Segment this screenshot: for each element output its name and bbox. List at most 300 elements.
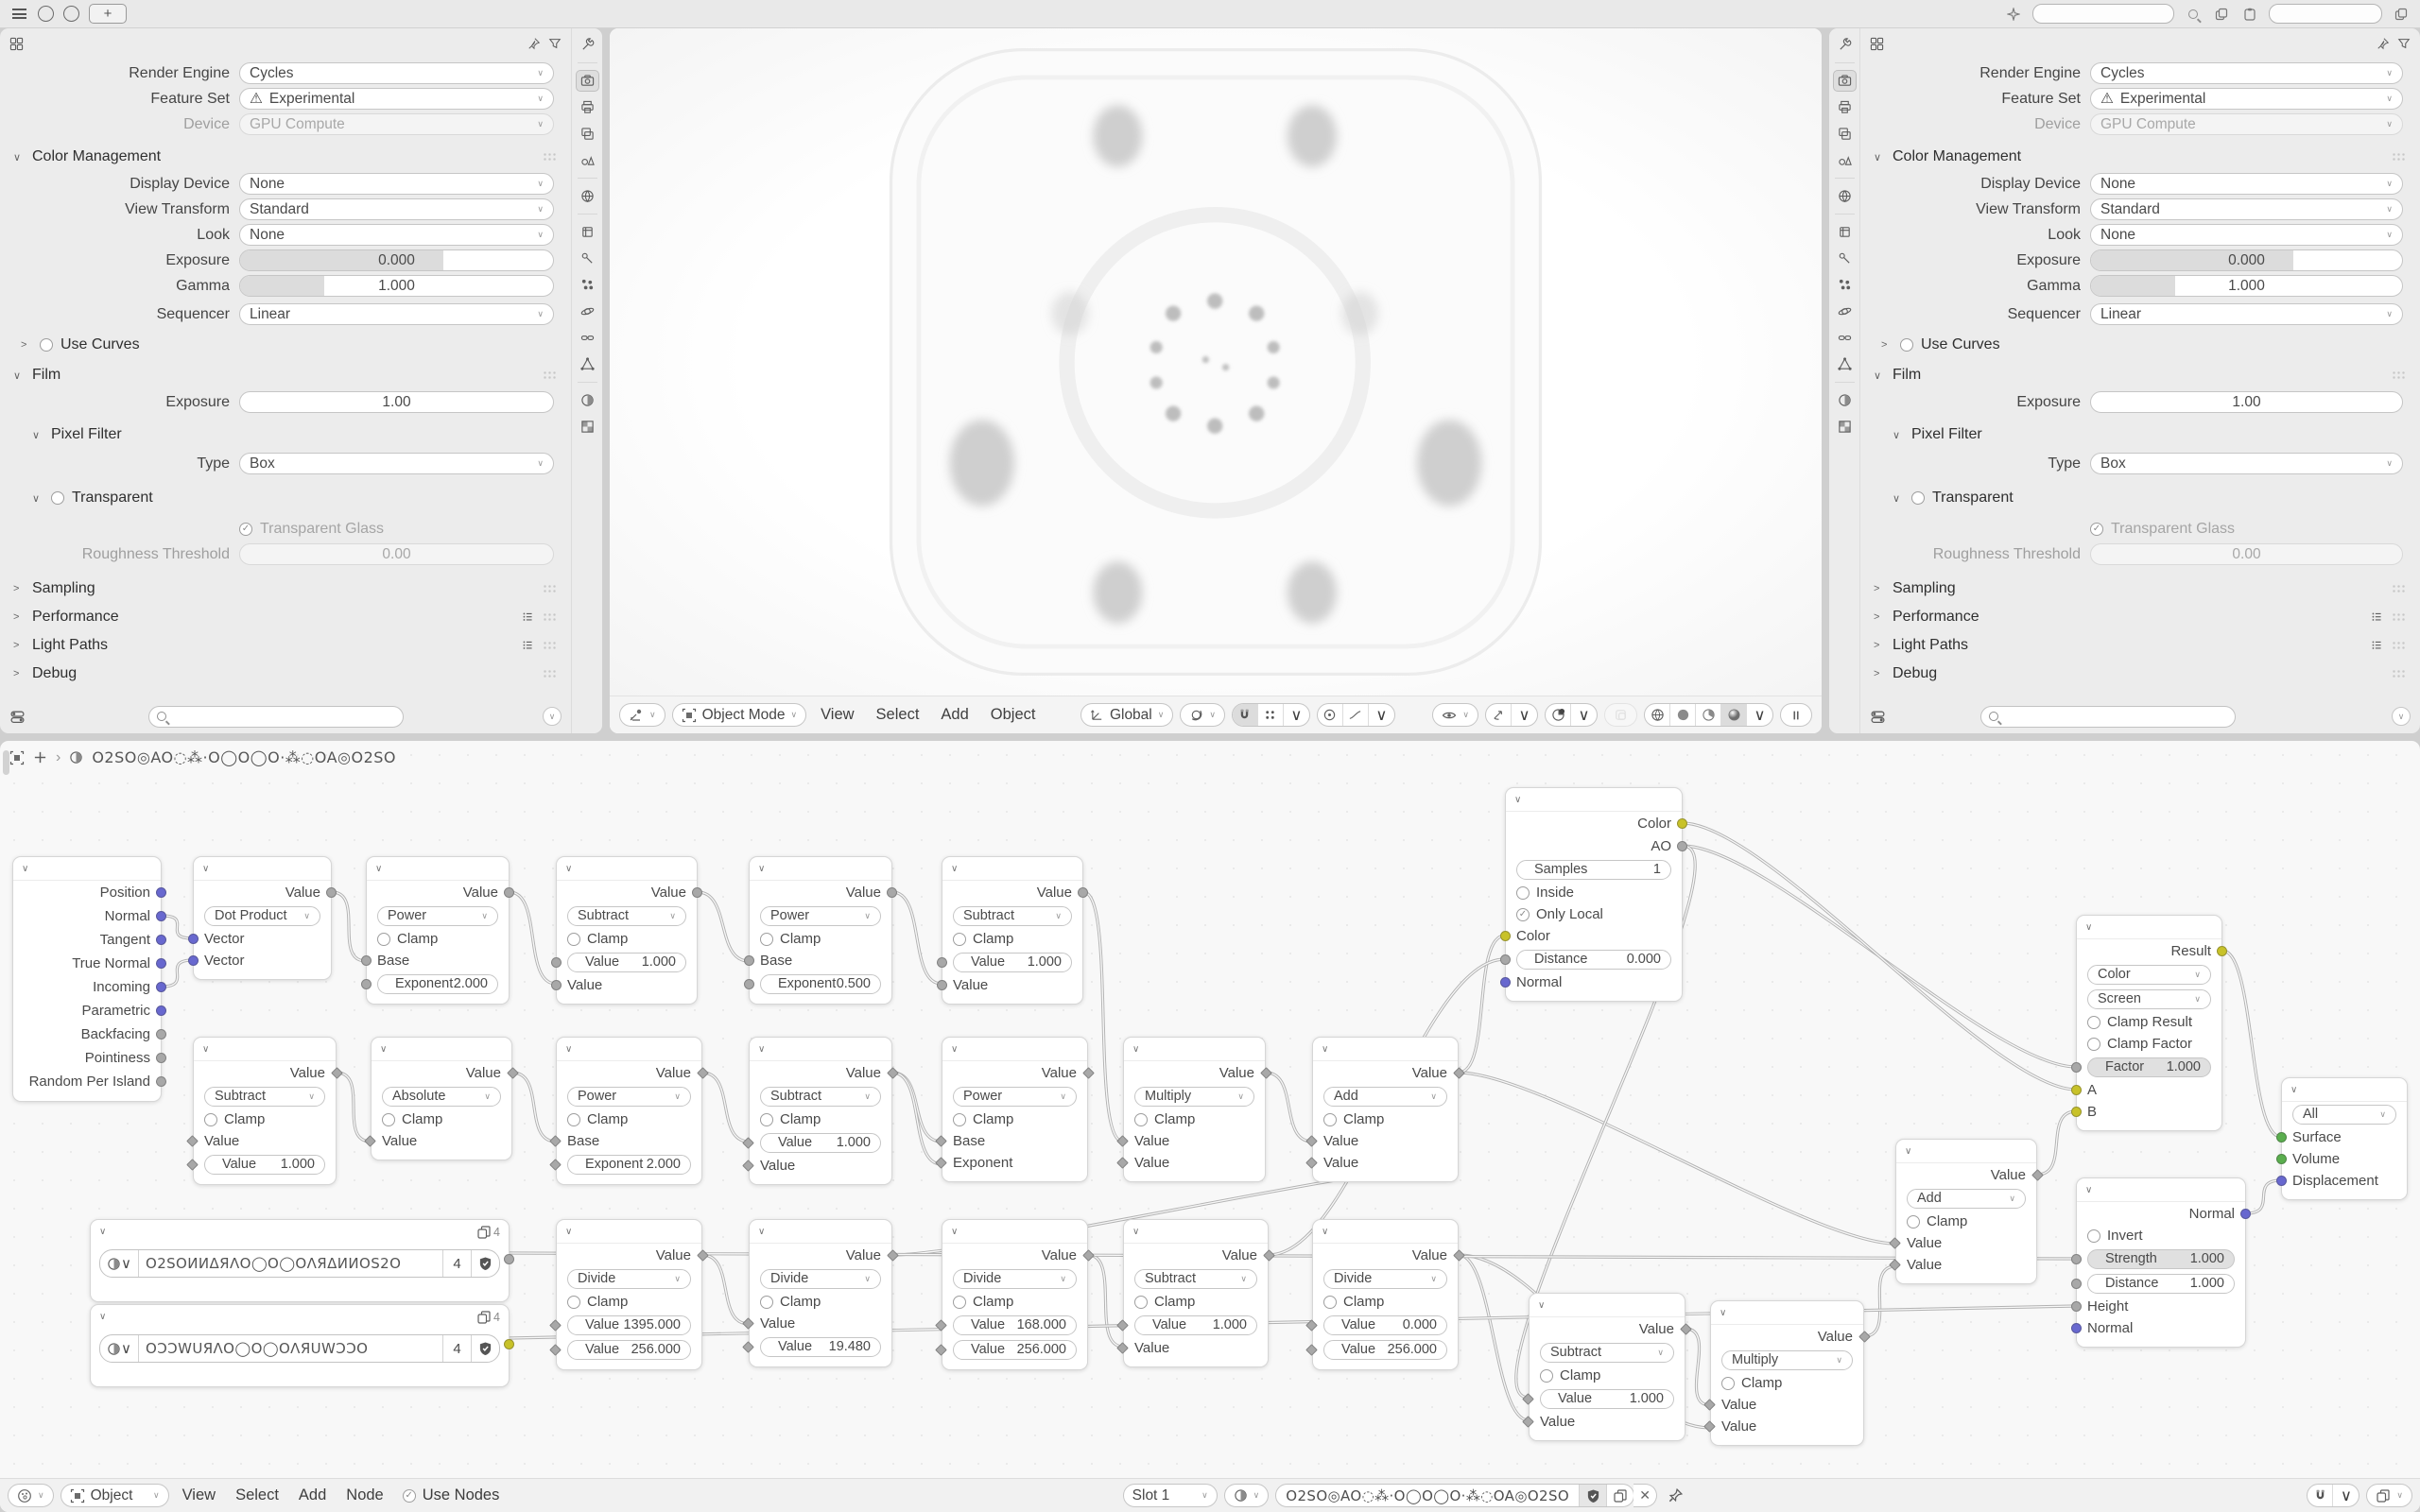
node-checkbox-clamp[interactable]: Clamp bbox=[557, 928, 697, 950]
datablock-selector[interactable] bbox=[99, 1334, 500, 1363]
node-value-samples[interactable]: Samples 1 bbox=[1516, 860, 1671, 880]
properties-tab-checker-icon[interactable] bbox=[576, 416, 599, 438]
node-dropdown-add[interactable]: Add ∨ bbox=[1907, 1189, 2026, 1209]
node-checkbox-clamp[interactable]: Clamp bbox=[367, 928, 509, 950]
socket[interactable] bbox=[937, 957, 947, 968]
viewport-menu-view[interactable]: View bbox=[821, 706, 855, 723]
node-math-power-2[interactable]: ∨ Value Power ∨ Clamp Base Exponent 0.500 bbox=[749, 856, 892, 1005]
fake-user-shield-icon[interactable] bbox=[472, 1250, 499, 1277]
socket[interactable] bbox=[156, 935, 166, 945]
socket[interactable] bbox=[1078, 887, 1088, 898]
field-exposure[interactable]: 1.00 bbox=[239, 391, 554, 413]
node-group-a[interactable]: ∨ 4 ∨ O2SOͶͶΔЯΛO◯O◯OΛЯΔͶͶOS2O 4 bbox=[90, 1219, 510, 1302]
properties-tab-data-icon[interactable] bbox=[1833, 353, 1857, 375]
section-film[interactable]: ∨ Film bbox=[1860, 361, 2420, 389]
node-value-value[interactable]: Value 0.000 bbox=[1323, 1315, 1447, 1335]
node-dropdown-color[interactable]: Color ∨ bbox=[2087, 965, 2211, 985]
section-pixel-filter[interactable]: ∨ Pixel Filter bbox=[1893, 426, 1982, 442]
node-dropdown-divide[interactable]: Divide ∨ bbox=[953, 1269, 1077, 1289]
falloff-icon[interactable] bbox=[1343, 704, 1369, 726]
overlays-icon[interactable] bbox=[1546, 704, 1571, 726]
properties-tab-cube-icon[interactable] bbox=[1833, 221, 1857, 243]
shading-solid-icon[interactable] bbox=[1670, 704, 1696, 726]
topbar-filter-input[interactable] bbox=[2269, 4, 2382, 24]
shading-rendered-icon[interactable] bbox=[1721, 704, 1747, 726]
socket[interactable] bbox=[156, 982, 166, 992]
node-value-value[interactable]: Value 256.000 bbox=[1323, 1340, 1447, 1360]
socket[interactable] bbox=[2071, 1301, 2082, 1312]
properties-tab-material-icon[interactable] bbox=[576, 389, 599, 411]
material-name[interactable]: O2SO◎AO◌⁂·O◯O◯O·⁂◌OA◎O2SO bbox=[1286, 1486, 1570, 1504]
node-dropdown-subtract[interactable]: Subtract ∨ bbox=[204, 1087, 325, 1107]
node-math-power-4[interactable]: ∨ Value Power ∨ Clamp Base Exponent bbox=[942, 1037, 1088, 1182]
node-math-subtract-1[interactable]: ∨ Value Subtract ∨ Clamp Value 1.000 Value bbox=[556, 856, 698, 1005]
pin-icon[interactable] bbox=[1668, 1487, 1684, 1503]
node-value-value[interactable]: Value 19.480 bbox=[760, 1337, 881, 1357]
use-nodes-checkbox[interactable]: ✓ Use Nodes bbox=[403, 1486, 500, 1504]
node-checkbox-clamp[interactable]: Clamp bbox=[750, 928, 891, 950]
properties-tab-render-icon[interactable] bbox=[576, 70, 599, 92]
slot-dropdown[interactable]: Slot 1 ∨ bbox=[1123, 1484, 1218, 1507]
socket[interactable] bbox=[2217, 946, 2227, 956]
node-checkbox-clamp[interactable]: Clamp bbox=[750, 1291, 891, 1313]
section-color-management[interactable]: ∨ Color Management bbox=[1860, 143, 2420, 171]
node-value-value[interactable]: Value 1.000 bbox=[760, 1133, 881, 1153]
shading-wireframe-icon[interactable] bbox=[1645, 704, 1670, 726]
overlays-group[interactable] bbox=[1545, 703, 1598, 727]
node-dropdown-all[interactable]: All ∨ bbox=[2292, 1105, 2396, 1125]
section-transparent[interactable]: ∨ Transparent bbox=[1893, 490, 2014, 506]
node-value-exponent[interactable]: Exponent 0.500 bbox=[760, 974, 881, 994]
node-checkbox-clamp[interactable]: Clamp bbox=[1896, 1211, 2036, 1232]
gizmo-icon[interactable] bbox=[1486, 704, 1512, 726]
socket[interactable] bbox=[1500, 954, 1511, 965]
properties-search-input[interactable] bbox=[1980, 706, 2236, 728]
node-dropdown-subtract[interactable]: Subtract ∨ bbox=[1134, 1269, 1257, 1289]
shading-chevron-icon[interactable]: ∨ bbox=[1754, 706, 1766, 724]
node-dropdown-divide[interactable]: Divide ∨ bbox=[567, 1269, 691, 1289]
section-light-paths[interactable]: > Light Paths bbox=[1860, 631, 2420, 660]
field-roughness-threshold[interactable]: 0.00 bbox=[239, 543, 554, 565]
section-pixel-filter[interactable]: ∨ Pixel Filter bbox=[32, 426, 122, 442]
user-count[interactable]: 4 bbox=[443, 1335, 472, 1362]
checkbox-transparent-glass[interactable]: ✓ Transparent Glass bbox=[0, 516, 571, 541]
properties-tab-particles-icon[interactable] bbox=[1833, 274, 1857, 296]
section-transparent[interactable]: ∨ Transparent bbox=[32, 490, 153, 506]
node-math-subtract-3[interactable]: ∨ Value Subtract ∨ Clamp Value Value 1.000 bbox=[193, 1037, 337, 1185]
dropdown-feature-set[interactable]: ⚠ Experimental ∨ bbox=[239, 88, 554, 110]
properties-tab-link-icon[interactable] bbox=[1833, 327, 1857, 349]
viewport-menu-add[interactable]: Add bbox=[941, 706, 969, 723]
editor-type-dropdown[interactable]: ∨ bbox=[619, 703, 666, 727]
node-checkbox-clamp[interactable]: Clamp bbox=[942, 1108, 1087, 1130]
unlink-material-button[interactable]: ✕ bbox=[1634, 1484, 1657, 1507]
node-dropdown-absolute[interactable]: Absolute ∨ bbox=[382, 1087, 501, 1107]
properties-tab-tool-icon[interactable] bbox=[1833, 34, 1857, 56]
shading-mode-group[interactable] bbox=[1644, 703, 1773, 727]
dropdown-type[interactable]: Box ∨ bbox=[239, 453, 554, 474]
socket[interactable] bbox=[361, 979, 372, 989]
dropdown-look[interactable]: None ∨ bbox=[2090, 224, 2403, 246]
section-debug[interactable]: > Debug bbox=[1860, 660, 2420, 688]
socket[interactable] bbox=[2071, 1107, 2082, 1117]
socket[interactable] bbox=[551, 957, 562, 968]
properties-tab-wrench-icon[interactable] bbox=[1833, 248, 1857, 269]
socket[interactable] bbox=[2071, 1062, 2082, 1073]
node-dropdown-subtract[interactable]: Subtract ∨ bbox=[1540, 1343, 1674, 1363]
datablock-selector[interactable] bbox=[99, 1249, 500, 1278]
material-preview-icon[interactable]: ∨ bbox=[100, 1250, 139, 1277]
snap-chevron-icon[interactable]: ∨ bbox=[2340, 1486, 2352, 1504]
proportional-edit-group[interactable] bbox=[1317, 703, 1395, 727]
node-checkbox-clamp[interactable]: Clamp bbox=[942, 1291, 1087, 1313]
datablock-name[interactable]: O2SOͶͶΔЯΛO◯O◯OΛЯΔͶͶOS2O bbox=[139, 1250, 443, 1277]
properties-search-input[interactable] bbox=[148, 706, 404, 728]
socket[interactable] bbox=[156, 1005, 166, 1016]
socket[interactable] bbox=[188, 955, 199, 966]
socket[interactable] bbox=[156, 911, 166, 921]
shader-node-editor[interactable] bbox=[0, 741, 2420, 1512]
node-value-value[interactable]: Value 256.000 bbox=[953, 1340, 1077, 1360]
node-math-power-3[interactable]: ∨ Value Power ∨ Clamp Base Exponent 2.000 bbox=[556, 1037, 702, 1185]
slider-exposure[interactable]: 0.000 bbox=[2090, 249, 2403, 271]
display-filter-icon[interactable] bbox=[9, 709, 26, 725]
falloff-chevron-icon[interactable]: ∨ bbox=[1375, 706, 1388, 724]
properties-tab-world-icon[interactable] bbox=[1833, 185, 1857, 207]
gizmo-group[interactable] bbox=[1485, 703, 1538, 727]
node-group-b[interactable]: ∨ 4 ∨ OƆƆWUЯΛO◯O◯OΛЯUWƆƆO 4 bbox=[90, 1304, 510, 1387]
checkbox-transparent-glass[interactable]: ✓ Transparent Glass bbox=[1860, 516, 2420, 541]
dropdown-view-transform[interactable]: Standard ∨ bbox=[2090, 198, 2403, 220]
properties-tab-link-icon[interactable] bbox=[576, 327, 599, 349]
node-checkbox-clamp[interactable]: Clamp bbox=[194, 1108, 336, 1130]
node-mix-color[interactable]: ∨ Result Color ∨ Screen ∨ Clamp Result Clamp Factor Factor 1.000 A B bbox=[2076, 915, 2222, 1131]
section-performance[interactable]: > Performance bbox=[1860, 603, 2420, 631]
socket[interactable] bbox=[504, 887, 514, 898]
node-menu-add[interactable]: Add bbox=[298, 1486, 327, 1503]
properties-tab-wrench-icon[interactable] bbox=[576, 248, 599, 269]
node-dropdown-divide[interactable]: Divide ∨ bbox=[1323, 1269, 1447, 1289]
app-menu-icon[interactable] bbox=[9, 5, 28, 24]
node-checkbox-clamp[interactable]: Clamp bbox=[557, 1291, 701, 1313]
node-math-subtract-6[interactable]: ∨ Value Subtract ∨ Clamp Value 1.000 Value bbox=[1529, 1293, 1685, 1441]
socket[interactable] bbox=[2071, 1254, 2082, 1264]
node-value-exponent[interactable]: Exponent 2.000 bbox=[567, 1155, 691, 1175]
magnet-icon[interactable] bbox=[2308, 1485, 2333, 1506]
dropdown-render-engine[interactable]: Cycles ∨ bbox=[239, 62, 554, 84]
properties-tab-layers-icon[interactable] bbox=[1833, 123, 1857, 145]
socket[interactable] bbox=[504, 1254, 514, 1264]
node-value-value[interactable]: Value 256.000 bbox=[567, 1340, 691, 1360]
node-math-add-1[interactable]: ∨ Value Add ∨ Clamp Value Value bbox=[1312, 1037, 1459, 1182]
node-value-value[interactable]: Value 1.000 bbox=[567, 953, 686, 972]
node-dropdown-multiply[interactable]: Multiply ∨ bbox=[1134, 1087, 1254, 1107]
node-dropdown-screen[interactable]: Screen ∨ bbox=[2087, 989, 2211, 1009]
dropdown-device[interactable]: GPU Compute ∨ bbox=[239, 113, 554, 135]
socket[interactable] bbox=[744, 979, 754, 989]
node-editor-scrollbar[interactable] bbox=[3, 750, 9, 775]
overlay-toggle-dropdown[interactable]: ∨ bbox=[2366, 1484, 2412, 1507]
properties-tab-physics-icon[interactable] bbox=[1833, 301, 1857, 322]
section-light-paths[interactable]: > Light Paths bbox=[0, 631, 571, 660]
viewport-render-region[interactable] bbox=[610, 28, 1822, 696]
node-value-strength[interactable]: Strength 1.000 bbox=[2087, 1249, 2235, 1269]
region-toggle-icon[interactable]: ∨ bbox=[543, 707, 562, 726]
node-checkbox-clamp[interactable]: Clamp bbox=[557, 1108, 701, 1130]
workspace-circle-icon-1[interactable] bbox=[38, 6, 54, 22]
node-math-divide-4[interactable]: ∨ Value Divide ∨ Clamp Value 0.000 Value 256.000 bbox=[1312, 1219, 1459, 1370]
new-workspace-tab-button[interactable]: + bbox=[89, 4, 127, 24]
properties-tab-scene-icon[interactable] bbox=[1833, 149, 1857, 171]
node-menu-select[interactable]: Select bbox=[235, 1486, 279, 1503]
visibility-dropdown[interactable]: ∨ bbox=[1432, 703, 1478, 727]
node-math-absolute[interactable]: ∨ Value Absolute ∨ Clamp Value bbox=[371, 1037, 512, 1160]
node-checkbox-clamp[interactable]: Clamp bbox=[1313, 1291, 1458, 1313]
socket[interactable] bbox=[156, 1053, 166, 1063]
node-checkbox-clamp[interactable]: Clamp bbox=[1124, 1108, 1265, 1130]
clipboard-icon[interactable] bbox=[2240, 5, 2259, 24]
viewport-menu-object[interactable]: Object bbox=[990, 706, 1036, 723]
node-material-output[interactable]: ∨ All ∨ Surface Volume Displacement bbox=[2281, 1077, 2408, 1200]
socket[interactable] bbox=[156, 1029, 166, 1040]
new-material-copy-icon[interactable] bbox=[1606, 1485, 1634, 1506]
viewport-menu-select[interactable]: Select bbox=[875, 706, 920, 723]
node-math-subtract-2[interactable]: ∨ Value Subtract ∨ Clamp Value 1.000 Value bbox=[942, 856, 1083, 1005]
user-count[interactable]: 4 bbox=[443, 1250, 472, 1277]
magnet-icon[interactable] bbox=[1233, 704, 1258, 726]
socket[interactable] bbox=[2276, 1132, 2287, 1143]
node-math-add-2[interactable]: ∨ Value Add ∨ Clamp Value Value bbox=[1895, 1139, 2037, 1284]
socket[interactable] bbox=[2071, 1085, 2082, 1095]
snap-group[interactable] bbox=[1232, 703, 1310, 727]
dropdown-render-engine[interactable]: Cycles ∨ bbox=[2090, 62, 2403, 84]
node-math-multiply-2[interactable]: ∨ Value Multiply ∨ Clamp Value Value bbox=[1710, 1300, 1864, 1446]
section-sampling[interactable]: > Sampling bbox=[1860, 575, 2420, 603]
node-ambient-occlusion[interactable]: ∨ Color AO Samples 1 Inside ✓ Only Local Color Distance 0.000 Normal bbox=[1505, 787, 1683, 1002]
node-checkbox-inside[interactable]: Inside bbox=[1506, 882, 1682, 903]
socket[interactable] bbox=[551, 980, 562, 990]
dropdown-display-device[interactable]: None ∨ bbox=[239, 173, 554, 195]
properties-tab-particles-icon[interactable] bbox=[576, 274, 599, 296]
node-dropdown-power[interactable]: Power ∨ bbox=[377, 906, 498, 926]
node-bump[interactable]: ∨ Normal Invert Strength 1.000 Distance 1.000 Height Normal bbox=[2076, 1177, 2246, 1348]
properties-tab-physics-icon[interactable] bbox=[576, 301, 599, 322]
socket[interactable] bbox=[1500, 977, 1511, 988]
material-preview-icon[interactable]: ∨ bbox=[100, 1335, 139, 1362]
properties-tab-world-icon[interactable] bbox=[576, 185, 599, 207]
node-dropdown-power[interactable]: Power ∨ bbox=[953, 1087, 1077, 1107]
filter-icon[interactable] bbox=[548, 37, 562, 50]
region-toggle-icon[interactable]: ∨ bbox=[2392, 707, 2411, 726]
pin-icon[interactable] bbox=[527, 37, 541, 50]
properties-tab-scene-icon[interactable] bbox=[576, 149, 599, 171]
dropdown-sequencer[interactable]: Linear ∨ bbox=[239, 303, 554, 325]
dropdown-view-transform[interactable]: Standard ∨ bbox=[239, 198, 554, 220]
properties-tab-checker-icon[interactable] bbox=[1833, 416, 1857, 438]
list-icon[interactable] bbox=[521, 611, 535, 624]
snap-with-icon[interactable] bbox=[1258, 704, 1284, 726]
workspace-circle-icon-2[interactable] bbox=[63, 6, 79, 22]
section-use-curves[interactable]: > Use Curves bbox=[1881, 336, 2000, 352]
fake-user-shield-icon[interactable] bbox=[472, 1335, 499, 1362]
node-dropdown-subtract[interactable]: Subtract ∨ bbox=[760, 1087, 881, 1107]
socket[interactable] bbox=[188, 934, 199, 944]
socket[interactable] bbox=[2240, 1209, 2251, 1219]
list-icon[interactable] bbox=[521, 640, 535, 652]
node-checkbox-clamp[interactable]: Clamp bbox=[1711, 1372, 1863, 1394]
node-checkbox-clamp[interactable]: Clamp bbox=[372, 1108, 511, 1130]
shader-type-icon-dropdown[interactable]: ∨ bbox=[8, 1484, 54, 1507]
gizmo-chevron-icon[interactable]: ∨ bbox=[1518, 706, 1530, 724]
snap-chevron-icon[interactable]: ∨ bbox=[1290, 706, 1303, 724]
field-exposure[interactable]: 1.00 bbox=[2090, 391, 2403, 413]
properties-tab-layers-icon[interactable] bbox=[576, 123, 599, 145]
material-name-field[interactable] bbox=[1275, 1484, 1634, 1507]
section-use-curves[interactable]: > Use Curves bbox=[21, 336, 140, 352]
topbar-search-input[interactable] bbox=[2032, 4, 2174, 24]
dropdown-sequencer[interactable]: Linear ∨ bbox=[2090, 303, 2403, 325]
socket[interactable] bbox=[887, 887, 897, 898]
display-filter-icon[interactable] bbox=[1870, 709, 1886, 725]
shading-material-icon[interactable] bbox=[1696, 704, 1721, 726]
socket[interactable] bbox=[2276, 1154, 2287, 1164]
node-value-value[interactable]: Value 1.000 bbox=[204, 1155, 325, 1175]
socket[interactable] bbox=[361, 955, 372, 966]
snap-group[interactable] bbox=[2307, 1484, 2360, 1507]
node-dropdown-divide[interactable]: Divide ∨ bbox=[760, 1269, 881, 1289]
socket[interactable] bbox=[2071, 1279, 2082, 1289]
node-value-distance[interactable]: Distance 1.000 bbox=[2087, 1274, 2235, 1294]
socket[interactable] bbox=[1500, 931, 1511, 941]
socket[interactable] bbox=[504, 1339, 514, 1349]
node-checkbox-clamp-factor[interactable]: Clamp Factor bbox=[2077, 1033, 2221, 1055]
node-value-value[interactable]: Value 1395.000 bbox=[567, 1315, 691, 1335]
datablock-name[interactable]: OƆƆWUЯΛO◯O◯OΛЯUWƆƆO bbox=[139, 1335, 443, 1362]
search-icon[interactable] bbox=[2184, 5, 2203, 24]
node-value-distance[interactable]: Distance 0.000 bbox=[1516, 950, 1671, 970]
section-debug[interactable]: > Debug bbox=[0, 660, 571, 688]
dropdown-look[interactable]: None ∨ bbox=[239, 224, 554, 246]
socket[interactable] bbox=[1677, 841, 1687, 851]
copy-icon-2[interactable] bbox=[2392, 5, 2411, 24]
properties-tab-printer-icon[interactable] bbox=[576, 96, 599, 118]
copy-icon[interactable] bbox=[2212, 5, 2231, 24]
properties-tab-render-icon[interactable] bbox=[1833, 70, 1857, 92]
node-checkbox-clamp[interactable]: Clamp bbox=[942, 928, 1082, 950]
dropdown-device[interactable]: GPU Compute ∨ bbox=[2090, 113, 2403, 135]
socket[interactable] bbox=[156, 958, 166, 969]
dropdown-display-device[interactable]: None ∨ bbox=[2090, 173, 2403, 195]
snap-target-dropdown[interactable]: ∨ bbox=[1180, 703, 1225, 727]
section-color-management[interactable]: ∨ Color Management bbox=[0, 143, 571, 171]
sparkle-icon[interactable] bbox=[2004, 5, 2023, 24]
slider-gamma[interactable]: 1.000 bbox=[2090, 275, 2403, 297]
socket[interactable] bbox=[156, 887, 166, 898]
shader-context-dropdown[interactable]: Object ∨ bbox=[60, 1484, 169, 1507]
section-film[interactable]: ∨ Film bbox=[0, 361, 571, 389]
editor-type-icon[interactable] bbox=[9, 37, 24, 51]
socket[interactable] bbox=[2276, 1176, 2287, 1186]
node-menu-view[interactable]: View bbox=[182, 1486, 216, 1503]
slider-gamma[interactable]: 1.000 bbox=[239, 275, 554, 297]
properties-tab-cube-icon[interactable] bbox=[576, 221, 599, 243]
node-math-power-1[interactable]: ∨ Value Power ∨ Clamp Base Exponent 2.000 bbox=[366, 856, 510, 1005]
section-sampling[interactable]: > Sampling bbox=[0, 575, 571, 603]
node-math-divide-1[interactable]: ∨ Value Divide ∨ Clamp Value 1395.000 Value 256.000 bbox=[556, 1219, 702, 1370]
node-checkbox-only-local[interactable]: ✓ Only Local bbox=[1506, 903, 1682, 925]
material-preview-dropdown[interactable]: ∨ bbox=[1224, 1484, 1270, 1507]
dropdown-feature-set[interactable]: ⚠ Experimental ∨ bbox=[2090, 88, 2403, 110]
dropdown-type[interactable]: Box ∨ bbox=[2090, 453, 2403, 474]
node-math-subtract-5[interactable]: ∨ Value Subtract ∨ Clamp Value 1.000 Value bbox=[1123, 1219, 1269, 1367]
node-value-exponent[interactable]: Exponent 2.000 bbox=[377, 974, 498, 994]
node-value-value[interactable]: Value 1.000 bbox=[953, 953, 1072, 972]
node-dropdown-subtract[interactable]: Subtract ∨ bbox=[953, 906, 1072, 926]
socket[interactable] bbox=[1677, 818, 1687, 829]
section-performance[interactable]: > Performance bbox=[0, 603, 571, 631]
proportional-icon[interactable] bbox=[1318, 704, 1343, 726]
node-checkbox-clamp-result[interactable]: Clamp Result bbox=[2077, 1011, 2221, 1033]
pause-render-button[interactable] bbox=[1780, 703, 1812, 727]
socket[interactable] bbox=[156, 1076, 166, 1087]
node-dropdown-power[interactable]: Power ∨ bbox=[760, 906, 881, 926]
node-math-multiply-1[interactable]: ∨ Value Multiply ∨ Clamp Value Value bbox=[1123, 1037, 1266, 1182]
field-roughness-threshold[interactable]: 0.00 bbox=[2090, 543, 2403, 565]
editor-type-icon[interactable] bbox=[1870, 37, 1884, 51]
transform-orientation-dropdown[interactable]: Global ∨ bbox=[1080, 703, 1173, 727]
pin-icon[interactable] bbox=[2377, 37, 2390, 50]
node-menu-node[interactable]: Node bbox=[346, 1486, 384, 1503]
node-value-value[interactable]: Value 1.000 bbox=[1134, 1315, 1257, 1335]
filter-icon[interactable] bbox=[2397, 37, 2411, 50]
node-dropdown-subtract[interactable]: Subtract ∨ bbox=[567, 906, 686, 926]
node-value-factor[interactable]: Factor 1.000 bbox=[2087, 1057, 2211, 1077]
node-math-divide-2[interactable]: ∨ Value Divide ∨ Clamp Value Value 19.480 bbox=[749, 1219, 892, 1367]
xray-toggle[interactable] bbox=[1604, 703, 1637, 727]
node-dropdown-power[interactable]: Power ∨ bbox=[567, 1087, 691, 1107]
socket[interactable] bbox=[2071, 1323, 2082, 1333]
socket[interactable] bbox=[744, 955, 754, 966]
socket[interactable] bbox=[937, 980, 947, 990]
node-math-subtract-4[interactable]: ∨ Value Subtract ∨ Clamp Value 1.000 Value bbox=[749, 1037, 892, 1185]
node-geometry[interactable]: ∨ Position Normal Tangent True Normal Incoming Parametric Backfacing Pointiness Random Per Island bbox=[12, 856, 162, 1102]
properties-tab-tool-icon[interactable] bbox=[576, 34, 599, 56]
node-value-value[interactable]: Value 168.000 bbox=[953, 1315, 1077, 1335]
socket[interactable] bbox=[326, 887, 337, 898]
properties-tab-data-icon[interactable] bbox=[576, 353, 599, 375]
node-math-divide-3[interactable]: ∨ Value Divide ∨ Clamp Value 168.000 Value 256.000 bbox=[942, 1219, 1088, 1370]
node-checkbox-invert[interactable]: Invert bbox=[2077, 1225, 2245, 1246]
node-checkbox-clamp[interactable]: Clamp bbox=[1124, 1291, 1268, 1313]
slider-exposure[interactable]: 0.000 bbox=[239, 249, 554, 271]
overlays-chevron-icon[interactable]: ∨ bbox=[1578, 706, 1590, 724]
node-value-value[interactable]: Value 1.000 bbox=[1540, 1389, 1674, 1409]
viewport-3d[interactable] bbox=[610, 28, 1822, 733]
socket[interactable] bbox=[692, 887, 702, 898]
mode-dropdown[interactable]: Object Mode ∨ bbox=[672, 703, 806, 727]
node-dropdown-multiply[interactable]: Multiply ∨ bbox=[1721, 1350, 1853, 1370]
list-icon[interactable] bbox=[2370, 611, 2384, 624]
list-icon[interactable] bbox=[2370, 640, 2384, 652]
node-vector-math-dot[interactable]: ∨ Value Dot Product ∨ Vector Vector bbox=[193, 856, 332, 980]
node-checkbox-clamp[interactable]: Clamp bbox=[750, 1108, 891, 1130]
fake-user-shield-icon[interactable] bbox=[1579, 1485, 1606, 1506]
properties-tab-material-icon[interactable] bbox=[1833, 389, 1857, 411]
properties-tab-printer-icon[interactable] bbox=[1833, 96, 1857, 118]
node-checkbox-clamp[interactable]: Clamp bbox=[1313, 1108, 1458, 1130]
node-dropdown-dot-product[interactable]: Dot Product ∨ bbox=[204, 906, 320, 926]
node-dropdown-add[interactable]: Add ∨ bbox=[1323, 1087, 1447, 1107]
